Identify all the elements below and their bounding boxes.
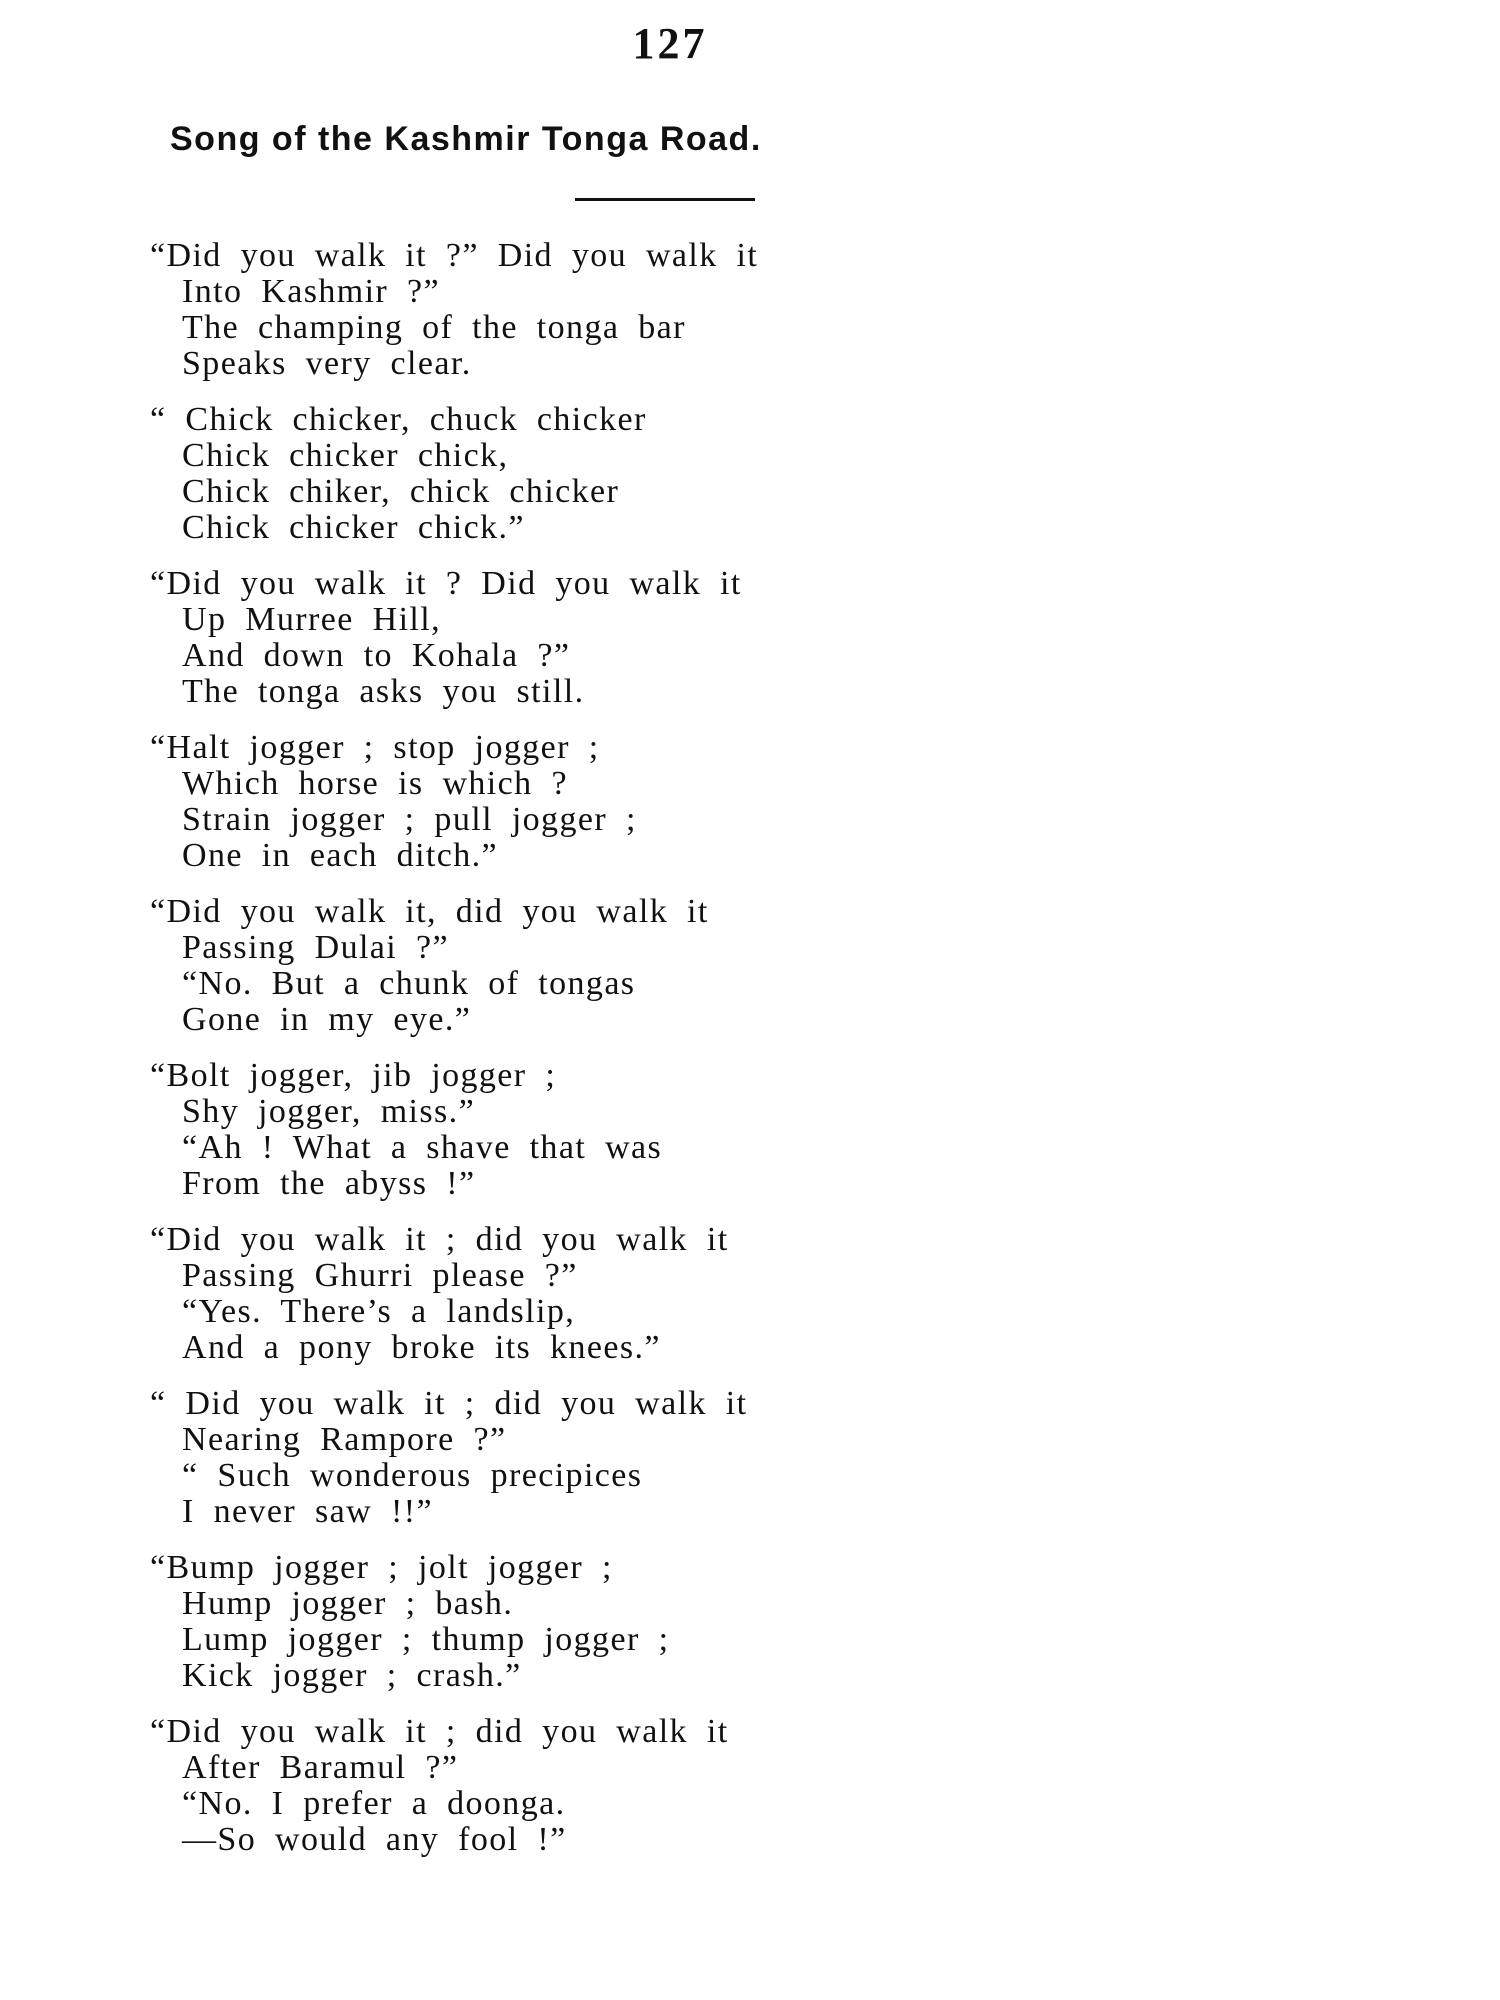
title-divider xyxy=(575,198,755,201)
poem-line: “ Chick chicker, chuck chicker xyxy=(150,401,647,438)
poem-line: Chick chiker, chick chicker xyxy=(182,473,620,510)
poem-line: And a pony broke its knees.” xyxy=(182,1329,661,1366)
stanza xyxy=(150,566,1150,710)
stanza xyxy=(150,1714,1150,1858)
poem-line: From the abyss !” xyxy=(182,1165,476,1202)
poem-line: Kick jogger ; crash.” xyxy=(182,1657,522,1694)
poem-body xyxy=(150,238,1150,1878)
poem-line: “ Such wonderous precipices xyxy=(182,1457,643,1494)
stanza xyxy=(150,1058,1150,1202)
poem-line: —So would any fool !” xyxy=(182,1821,567,1858)
poem-line: “Yes. There’s a landslip, xyxy=(182,1293,576,1330)
stanza xyxy=(150,402,1150,546)
poem-line: And down to Kohala ?” xyxy=(182,637,571,674)
poem-line: Hump jogger ; bash. xyxy=(182,1585,514,1622)
stanza xyxy=(150,1386,1150,1530)
poem-line: Lump jogger ; thump jogger ; xyxy=(182,1621,670,1658)
poem-line: Chick chicker chick, xyxy=(182,437,509,474)
poem-line: One in each ditch.” xyxy=(182,837,499,874)
poem-line: “Bump jogger ; jolt jogger ; xyxy=(150,1549,613,1586)
poem-line: Nearing Rampore ?” xyxy=(182,1421,507,1458)
poem-line: “Did you walk it ; did you walk it xyxy=(150,1221,729,1258)
poem-title: Song of the Kashmir Tonga Road. xyxy=(170,120,762,158)
stanza xyxy=(150,238,1150,382)
poem-line: “Ah ! What a shave that was xyxy=(182,1129,663,1166)
poem-line: Up Murree Hill, xyxy=(182,601,442,638)
poem-line: “No. I prefer a doonga. xyxy=(182,1785,566,1822)
stanza xyxy=(150,730,1150,874)
poem-line: “Did you walk it ? Did you walk it xyxy=(150,565,742,602)
stanza xyxy=(150,1222,1150,1366)
poem-line: The champing of the tonga bar xyxy=(182,309,686,346)
poem-line: Into Kashmir ?” xyxy=(182,273,441,310)
poem-line: “Did you walk it ; did you walk it xyxy=(150,1713,729,1750)
poem-line: Passing Dulai ?” xyxy=(182,929,450,966)
poem-line: Chick chicker chick.” xyxy=(182,509,525,546)
poem-line: “ Did you walk it ; did you walk it xyxy=(150,1385,748,1422)
poem-line: “Halt jogger ; stop jogger ; xyxy=(150,729,600,766)
poem-line: I never saw !!” xyxy=(182,1493,433,1530)
poem-line: “Did you walk it, did you walk it xyxy=(150,893,709,930)
poem-line: “Bolt jogger, jib jogger ; xyxy=(150,1057,557,1094)
poem-line: Gone in my eye.” xyxy=(182,1001,472,1038)
stanza xyxy=(150,1550,1150,1694)
poem-line: Speaks very clear. xyxy=(182,345,472,382)
poem-line: After Baramul ?” xyxy=(182,1749,459,1786)
poem-line: Passing Ghurri please ?” xyxy=(182,1257,578,1294)
stanza xyxy=(150,894,1150,1038)
poem-line: Strain jogger ; pull jogger ; xyxy=(182,801,637,838)
poem-line: Which horse is which ? xyxy=(182,765,568,802)
poem-line: “No. But a chunk of tongas xyxy=(182,965,636,1002)
poem-line: “Did you walk it ?” Did you walk it xyxy=(150,237,759,274)
page-number: 127 xyxy=(632,19,708,68)
poem-line: Shy jogger, miss.” xyxy=(182,1093,476,1130)
poem-line: The tonga asks you still. xyxy=(182,673,585,710)
